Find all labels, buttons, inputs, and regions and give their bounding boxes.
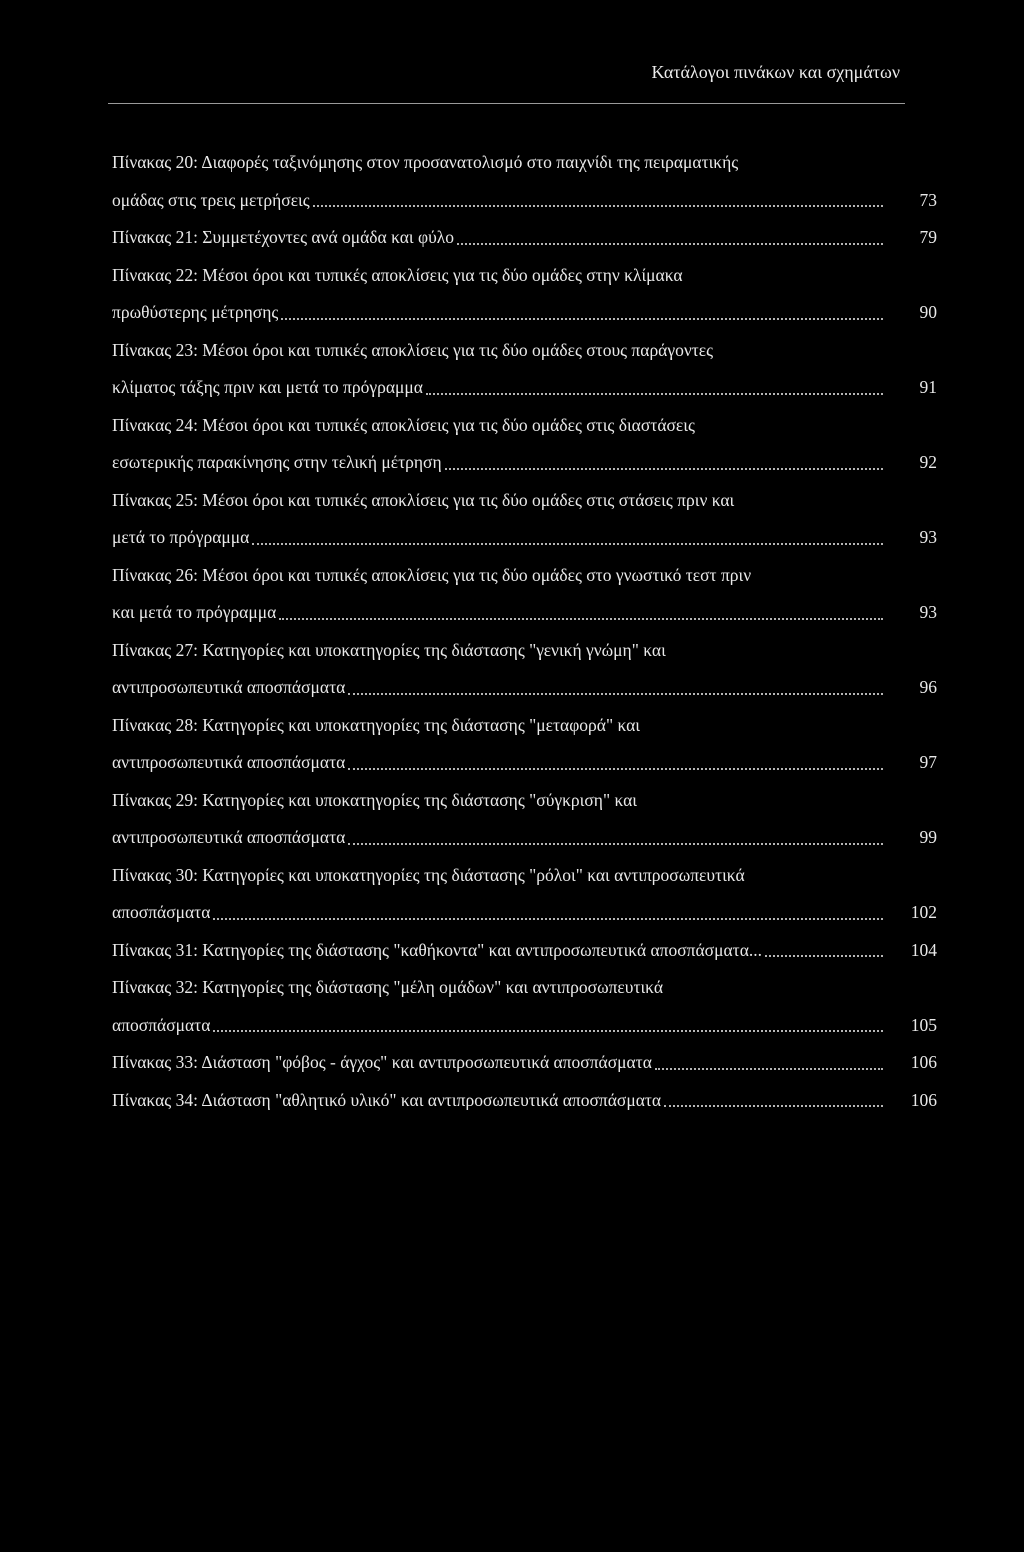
entry-title-line: Πίνακας 20: Διαφορές ταξινόμησης στον προσανατολισμό στο παιχνίδι της πειραματικής [112,152,739,172]
dot-leader [348,843,883,845]
entry-title-line: αντιπροσωπευτικά αποσπάσματα [112,752,346,772]
dot-leader [252,543,883,545]
entry-last-line [112,1044,937,1082]
page-number: 97 [919,752,937,772]
entry-title-line: Πίνακας 34: Διάσταση "αθλητικό υλικό" και αντιπροσωπευτικά αποσπάσματα [112,1089,662,1110]
entry-last-line [112,932,937,970]
page-number: 105 [910,1014,937,1035]
running-header-title: Κατάλογοι πινάκων και σχημάτων [651,62,900,82]
entry-title-line: Πίνακας 27: Κατηγορίες και υποκατηγορίες της διάστασης "γενική γνώμη" και [112,639,666,660]
entry-last-line [112,1082,937,1120]
entry-last-line [112,819,937,857]
entry-title-line: Πίνακας 30: Κατηγορίες και υποκατηγορίες της διάστασης "ρόλοι" και αντιπροσωπευτικά [112,864,745,885]
entry-title-line: μετά το πρόγραμμα [112,527,250,547]
page-number: 93 [919,527,937,547]
entry-title-line: Πίνακας 26: Μέσοι όροι και τυπικές αποκλίσεις για τις δύο ομάδες στο γνωστικό τεστ πριν [112,564,752,585]
toc-entry [112,557,937,632]
entry-title-line: αποσπάσματα [112,902,211,922]
entry-title-line: αντιπροσωπευτικά αποσπάσματα [112,827,346,847]
toc-entry [112,932,937,970]
page-number: 91 [919,377,937,397]
page-number: 92 [919,452,937,472]
toc-entry [112,782,937,857]
dot-leader [213,918,883,920]
entry-last-line [112,894,937,932]
entry-title-line: Πίνακας 21: Συμμετέχοντες ανά ομάδα και φύλο [112,227,455,247]
entry-title-line: και μετά το πρόγραμμα [112,602,277,622]
toc-entry [112,219,937,257]
dot-leader [348,768,883,770]
entry-title-line: Πίνακας 31: Κατηγορίες της διάστασης "καθήκοντα" και αντιπροσωπευτικά αποσπάσματα... [112,939,762,960]
toc-entry [112,857,937,932]
toc-entry [112,1082,937,1120]
page-number: 102 [910,902,937,922]
entry-title-line: Πίνακας 32: Κατηγορίες της διάστασης "μέλη ομάδων" και αντιπροσωπευτικά [112,977,664,997]
header-rule [108,103,905,104]
entry-title-line: πρωθύστερης μέτρησης [112,302,279,322]
dot-leader [213,1030,883,1032]
list-of-tables [112,144,937,1119]
entry-title-line: Πίνακας 24: Μέσοι όροι και τυπικές αποκλίσεις για τις δύο ομάδες στις διαστάσεις [112,414,695,435]
dot-leader [281,318,883,320]
entry-last-line [112,369,937,407]
entry-title-line: αντιπροσωπευτικά αποσπάσματα [112,677,346,697]
toc-entry [112,632,937,707]
toc-entry [112,1044,937,1082]
page-number: 90 [919,302,937,322]
entry-last-line [112,294,937,332]
dot-leader [426,393,883,395]
entry-title-line: Πίνακας 23: Μέσοι όροι και τυπικές αποκλίσεις για τις δύο ομάδες στους παράγοντες [112,339,714,360]
toc-entry [112,969,937,1044]
entry-last-line [112,444,937,482]
entry-last-line [112,669,937,707]
entry-last-line [112,219,937,257]
entry-title-line: Πίνακας 25: Μέσοι όροι και τυπικές αποκλίσεις για τις δύο ομάδες στις στάσεις πριν και [112,489,735,510]
dot-leader [279,618,883,620]
entry-title-line: εσωτερικής παρακίνησης στην τελική μέτρηση [112,452,442,472]
entry-last-line [112,744,937,782]
page-number: 99 [919,827,937,847]
page-number: 79 [919,227,937,247]
entry-title-line: κλίματος τάξης πριν και μετά το πρόγραμμα [112,377,423,397]
toc-entry [112,257,937,332]
dot-leader [348,693,883,695]
page-number: 106 [910,1089,937,1110]
dot-leader [655,1068,883,1070]
entry-title-line: αποσπάσματα [112,1014,211,1035]
entry-last-line [112,519,937,557]
entry-last-line [112,182,937,220]
page-number: 106 [910,1052,937,1072]
entry-last-line [112,1007,937,1045]
dot-leader [445,468,883,470]
dot-leader [313,205,883,207]
dot-leader [664,1105,883,1107]
page-number: 93 [919,602,937,622]
toc-entry [112,407,937,482]
page-number: 96 [919,677,937,697]
entry-title-line: Πίνακας 29: Κατηγορίες και υποκατηγορίες της διάστασης "σύγκριση" και [112,789,637,810]
toc-entry [112,332,937,407]
toc-entry [112,482,937,557]
toc-entry [112,707,937,782]
entry-title-line: ομάδας στις τρεις μετρήσεις [112,189,310,210]
toc-entry [112,144,937,219]
entry-title-line: Πίνακας 33: Διάσταση "φόβος - άγχος" και αντιπροσωπευτικά αποσπάσματα [112,1052,652,1072]
page-number: 104 [910,939,937,960]
entry-title-line: Πίνακας 28: Κατηγορίες και υποκατηγορίες της διάστασης "μεταφορά" και [112,714,641,735]
page-number: 73 [919,189,937,210]
entry-last-line [112,594,937,632]
dot-leader [457,243,883,245]
entry-title-line: Πίνακας 22: Μέσοι όροι και τυπικές αποκλίσεις για τις δύο ομάδες στην κλίμακα [112,264,683,285]
dot-leader [765,955,883,957]
